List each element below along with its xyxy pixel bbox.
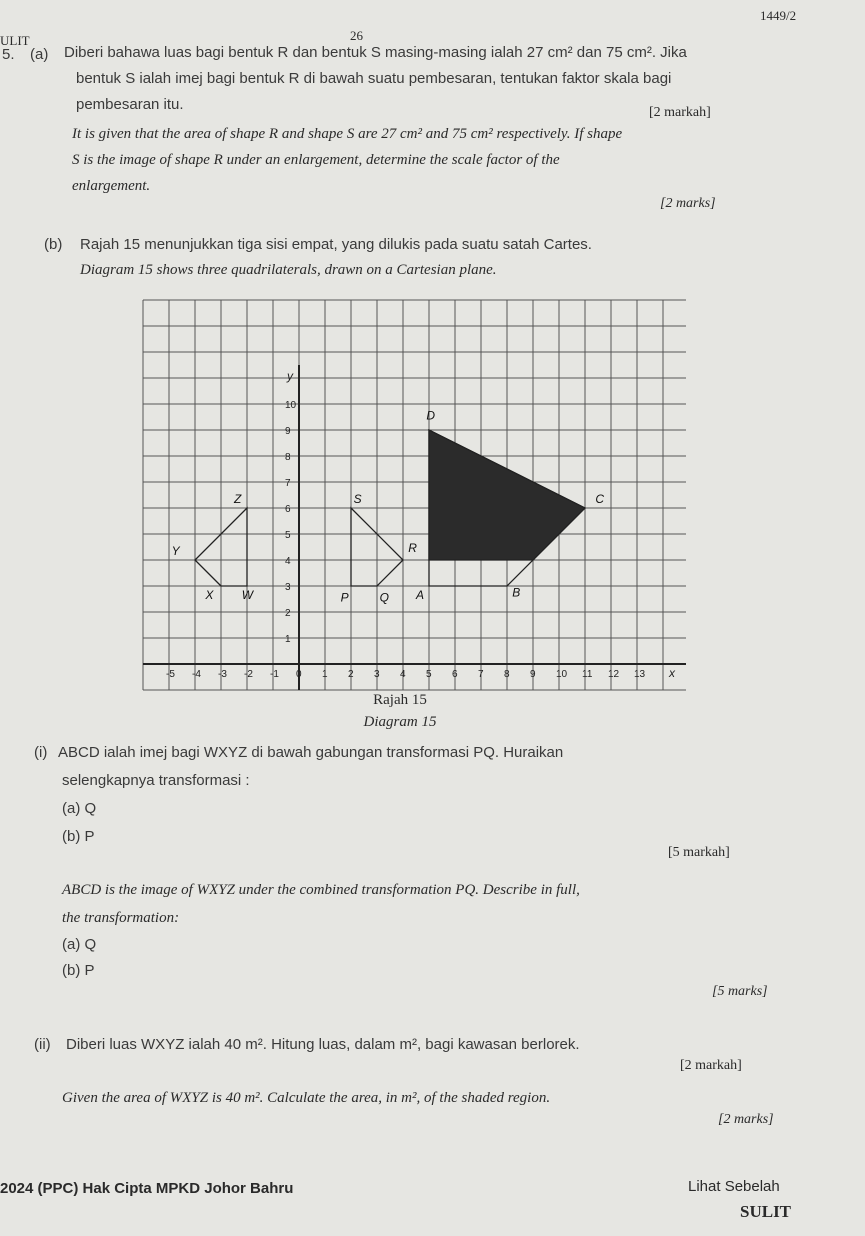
x-tick-label: -5 xyxy=(166,669,175,680)
x-tick-label: 12 xyxy=(608,669,620,680)
q5a-eng-line1: It is given that the area of shape R and shape S are 27 cm² and 75 cm² respectively. If shape xyxy=(72,126,623,142)
point-label-r: R xyxy=(408,541,417,556)
x-tick-label: 13 xyxy=(634,669,646,680)
y-tick-label: 8 xyxy=(285,452,291,463)
qii-malay-marks: [2 markah] xyxy=(680,1058,742,1073)
x-tick-label: -4 xyxy=(192,669,201,680)
footer-sulit: SULIT xyxy=(740,1202,792,1221)
point-label-z: Z xyxy=(234,491,242,506)
part-i-label: (i) xyxy=(34,744,48,761)
tick-labels xyxy=(166,369,676,680)
x-tick-label: -3 xyxy=(218,669,227,680)
page-number: 26 xyxy=(350,28,363,43)
y-tick-label: 7 xyxy=(285,478,291,489)
qi-malay-b: (b) P xyxy=(62,828,95,845)
qi-malay-line1: ABCD ialah imej bagi WXYZ di bawah gabungan transformasi PQ. Huraikan xyxy=(58,744,564,761)
header-left-fragment: ULIT xyxy=(0,33,30,48)
x-tick-label: 6 xyxy=(452,669,458,680)
paper-code: 1449/2 xyxy=(760,8,797,23)
point-label-q: Q xyxy=(379,590,389,605)
x-tick-label: 3 xyxy=(374,669,380,680)
q5a-malay-line3: pembesaran itu. xyxy=(76,96,184,113)
y-tick-label: 6 xyxy=(285,504,291,515)
q5a-malay-marks: [2 markah] xyxy=(649,105,711,120)
q5a-malay-line1: Diberi bahawa luas bagi bentuk R dan bentuk S masing-masing ialah 27 cm² dan 75 cm². Jika xyxy=(64,44,687,61)
q5b-eng-intro: Diagram 15 shows three quadrilaterals, drawn on a Cartesian plane. xyxy=(80,262,497,278)
x-tick-label: 2 xyxy=(348,669,354,680)
qii-eng-marks: [2 marks] xyxy=(718,1112,774,1127)
point-label-d: D xyxy=(426,408,436,423)
qii-malay-line: Diberi luas WXYZ ialah 40 m². Hitung luas, dalam m², bagi kawasan berlorek. xyxy=(66,1036,580,1053)
x-tick-label: 0 xyxy=(296,669,302,680)
footer-copyright: 2024 (PPC) Hak Cipta MPKD Johor Bahru xyxy=(0,1180,294,1197)
q5b-malay-intro: Rajah 15 menunjukkan tiga sisi empat, yang dilukis pada suatu satah Cartes. xyxy=(80,236,592,253)
question-number: 5. xyxy=(2,46,15,63)
qi-malay-line2: selengkapnya transformasi : xyxy=(62,772,250,789)
qi-eng-marks: [5 marks] xyxy=(712,984,768,999)
x-tick-label: 5 xyxy=(426,669,432,680)
point-label-w: W xyxy=(241,588,254,602)
footer-see-next: Lihat Sebelah xyxy=(688,1178,780,1195)
y-tick-label: 1 xyxy=(285,634,291,645)
qi-malay-marks: [5 markah] xyxy=(668,845,730,860)
cartesian-diagram xyxy=(140,298,686,694)
y-tick-label: 3 xyxy=(285,582,291,593)
axes xyxy=(143,365,686,690)
x-tick-label: -1 xyxy=(270,669,279,680)
x-tick-label: 11 xyxy=(582,669,593,680)
qi-eng-b: (b) P xyxy=(62,962,95,979)
part-a-label: (a) xyxy=(30,46,49,63)
grid-lines xyxy=(143,300,686,690)
y-tick-label: 4 xyxy=(285,556,291,567)
x-tick-label: 10 xyxy=(556,669,568,680)
qi-malay-a: (a) Q xyxy=(62,800,97,817)
x-tick-label: 4 xyxy=(400,669,406,680)
x-tick-label: -2 xyxy=(244,669,253,680)
point-label-x: X xyxy=(205,588,214,602)
point-label-a: A xyxy=(416,588,425,602)
point-label-y: Y xyxy=(171,543,180,558)
point-label-p: P xyxy=(340,590,349,605)
qii-eng-line: Given the area of WXYZ is 40 m². Calculate the area, in m², of the shaded region. xyxy=(62,1090,551,1106)
y-tick-label: 9 xyxy=(285,426,291,437)
qi-eng-line2: the transformation: xyxy=(62,910,180,926)
point-label-c: C xyxy=(595,491,605,506)
qi-eng-line1: ABCD is the image of WXYZ under the combined transformation PQ. Describe in full, xyxy=(62,882,580,898)
part-ii-label: (ii) xyxy=(34,1036,51,1053)
x-tick-label: 7 xyxy=(478,669,484,680)
y-tick-label: 10 xyxy=(285,400,297,411)
q5a-eng-line3: enlargement. xyxy=(72,178,151,194)
q5a-eng-line2: S is the image of shape R under an enlargement, determine the scale factor of the xyxy=(72,152,560,168)
y-axis-label: y xyxy=(287,369,293,383)
part-b-label: (b) xyxy=(44,236,63,253)
q5a-eng-marks: [2 marks] xyxy=(660,196,716,211)
y-tick-label: 5 xyxy=(285,530,291,541)
qi-eng-a: (a) Q xyxy=(62,936,97,953)
diagram-svg xyxy=(140,298,686,694)
x-axis-label: x xyxy=(669,666,675,680)
q5a-malay-line2: bentuk S ialah imej bagi bentuk R di bawah suatu pembesaran, tentukan faktor skala bagi xyxy=(76,70,672,87)
point-label-s: S xyxy=(353,491,362,506)
caption-malay: Rajah 15 xyxy=(373,692,427,708)
x-tick-label: 8 xyxy=(504,669,510,680)
x-tick-label: 9 xyxy=(530,669,536,680)
caption-eng: Diagram 15 xyxy=(363,714,437,730)
x-tick-label: 1 xyxy=(322,669,328,680)
point-label-b: B xyxy=(512,585,521,600)
y-tick-label: 2 xyxy=(285,608,291,619)
